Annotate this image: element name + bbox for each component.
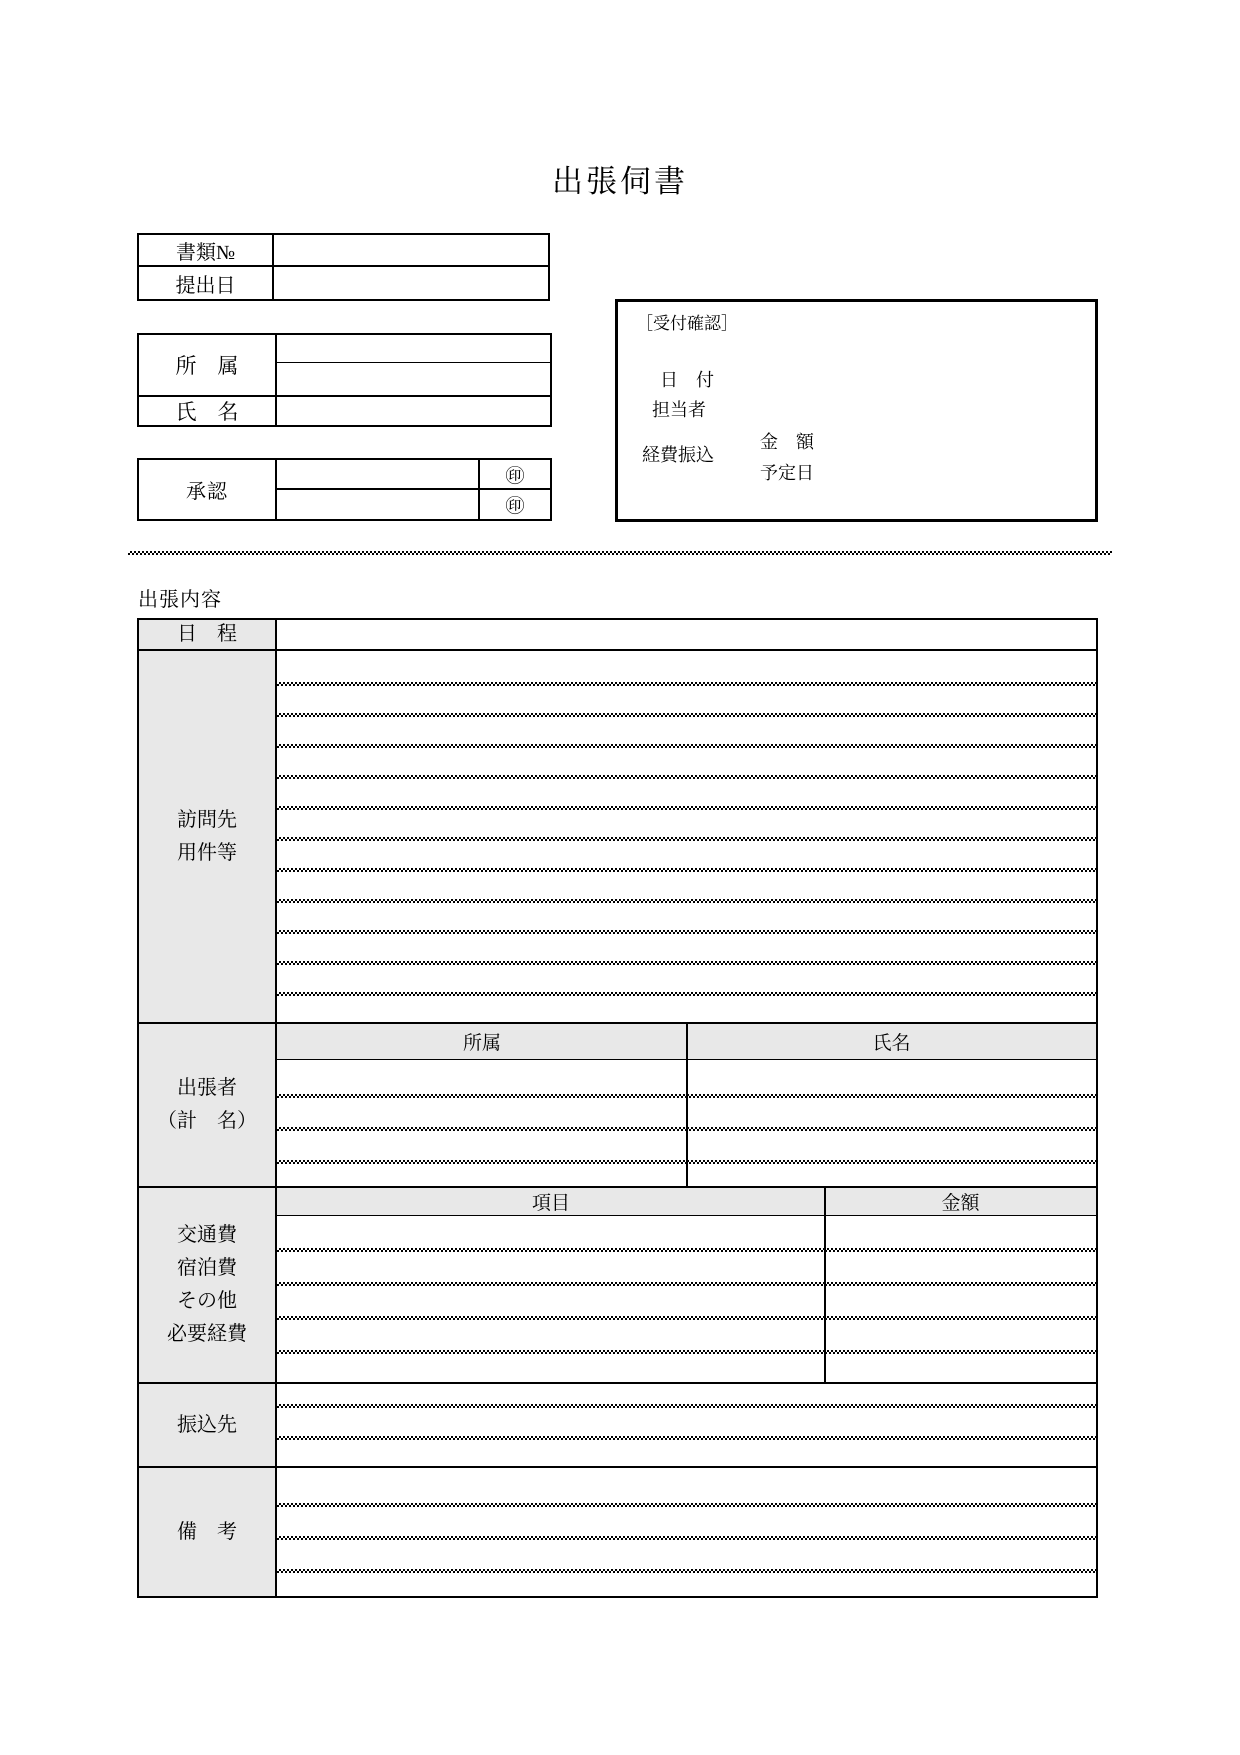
- ruled-line: [277, 868, 1096, 872]
- ruled-line: [277, 1536, 1096, 1540]
- doc-no-field[interactable]: [274, 235, 548, 265]
- travelers-name-header: 氏名: [872, 1033, 911, 1054]
- schedule-label: [139, 620, 277, 649]
- ruled-line: [277, 1503, 1096, 1507]
- affiliation-field-1[interactable]: [277, 335, 550, 363]
- ruled-line: [277, 930, 1096, 934]
- ruled-line: [277, 806, 1096, 810]
- travelers-column-divider: [686, 1024, 688, 1186]
- page-title: 出張伺書: [552, 164, 688, 199]
- expenses-label-line1: 交通費: [177, 1224, 237, 1246]
- expenses-label: [139, 1188, 277, 1382]
- applicant-table: [137, 333, 552, 427]
- ruled-line: [277, 1316, 1096, 1320]
- seal-cell[interactable]: [480, 460, 550, 488]
- approval-rows: [277, 460, 550, 519]
- applicant-labels: [139, 335, 277, 425]
- approval-table: [137, 458, 552, 521]
- remarks-label: [139, 1468, 277, 1596]
- reception-box: [615, 299, 1098, 522]
- expenses-header-row: [277, 1188, 1096, 1216]
- approver-field-2[interactable]: [277, 490, 480, 519]
- seal-cell[interactable]: [480, 490, 550, 519]
- affiliation-field-2[interactable]: [277, 363, 550, 397]
- remarks-fill-area[interactable]: [277, 1468, 1096, 1596]
- travelers-affiliation-header: 所属: [462, 1033, 501, 1054]
- table-row: [277, 490, 550, 519]
- approval-label: 承認: [139, 460, 277, 519]
- expenses-column-divider: [824, 1188, 826, 1382]
- dotted-separator: [128, 551, 1112, 555]
- reception-staff-label: 担当者: [652, 400, 706, 420]
- ruled-line: [277, 775, 1096, 779]
- name-field[interactable]: [277, 397, 550, 425]
- expenses-amount-header: 金額: [941, 1193, 980, 1214]
- ruled-line: [277, 1404, 1096, 1408]
- expense-transfer-label: 経費振込: [642, 445, 714, 465]
- ruled-line: [277, 961, 1096, 965]
- ruled-line: [277, 1569, 1096, 1573]
- transfer-amount-label: 金 額: [760, 432, 814, 452]
- table-row: [139, 267, 548, 299]
- trip-content-table: [137, 618, 1098, 1598]
- ruled-line: [277, 744, 1096, 748]
- table-row: [139, 235, 548, 267]
- transfer-label: [139, 1384, 277, 1466]
- ruled-line: [277, 682, 1096, 686]
- ruled-line: [277, 1282, 1096, 1286]
- remarks-label-text: 備 考: [177, 1520, 237, 1543]
- travelers-label: [139, 1024, 277, 1186]
- submit-date-label: 提出日: [139, 267, 274, 299]
- expenses-section: [139, 1188, 1096, 1384]
- expenses-item-header: 項目: [531, 1193, 570, 1214]
- affiliation-label: 所 属: [139, 335, 275, 397]
- visit-section: [139, 651, 1096, 1024]
- transfer-section: [139, 1384, 1096, 1468]
- travelers-label-line1: 出張者: [177, 1077, 237, 1099]
- reception-title: ［受付確認］: [636, 314, 738, 333]
- transfer-scheduled-date-label: 予定日: [760, 463, 814, 483]
- trip-content-caption: 出張内容: [138, 589, 222, 611]
- name-label: 氏 名: [175, 400, 239, 424]
- schedule-field[interactable]: [277, 620, 1096, 649]
- transfer-fill-area[interactable]: [277, 1384, 1096, 1466]
- ruled-line: [277, 1350, 1096, 1354]
- seal-mark-icon: ㊞: [505, 496, 525, 517]
- remarks-section: [139, 1468, 1096, 1596]
- ruled-line: [277, 1436, 1096, 1440]
- travelers-fill-area[interactable]: [277, 1024, 1096, 1186]
- approver-field-1[interactable]: [277, 460, 480, 488]
- expenses-label-line4: 必要経費: [167, 1323, 247, 1345]
- schedule-section: [139, 620, 1096, 651]
- travelers-label-line2: （計 名）: [157, 1110, 257, 1132]
- submit-date-field[interactable]: [274, 267, 548, 299]
- visit-fill-area[interactable]: [277, 651, 1096, 1022]
- document-info-table: [137, 233, 550, 301]
- visit-label-line1: 訪問先: [177, 808, 237, 831]
- table-row: [277, 460, 550, 490]
- visit-label-line2: 用件等: [177, 841, 237, 864]
- transfer-label-text: 振込先: [177, 1413, 237, 1436]
- expenses-label-line3: その他: [177, 1290, 237, 1312]
- ruled-line: [277, 992, 1096, 996]
- ruled-line: [277, 899, 1096, 903]
- expenses-label-line2: 宿泊費: [177, 1257, 237, 1279]
- travelers-section: [139, 1024, 1096, 1188]
- ruled-line: [277, 837, 1096, 841]
- visit-label: [139, 651, 277, 1022]
- reception-date-label: 日 付: [660, 370, 714, 390]
- schedule-label-text: 日 程: [177, 623, 237, 645]
- ruled-line: [277, 1248, 1096, 1252]
- seal-mark-icon: ㊞: [505, 465, 525, 487]
- applicant-values: [277, 335, 550, 425]
- ruled-line: [277, 713, 1096, 717]
- expenses-fill-area[interactable]: [277, 1188, 1096, 1382]
- doc-no-label: 書類№: [139, 235, 274, 265]
